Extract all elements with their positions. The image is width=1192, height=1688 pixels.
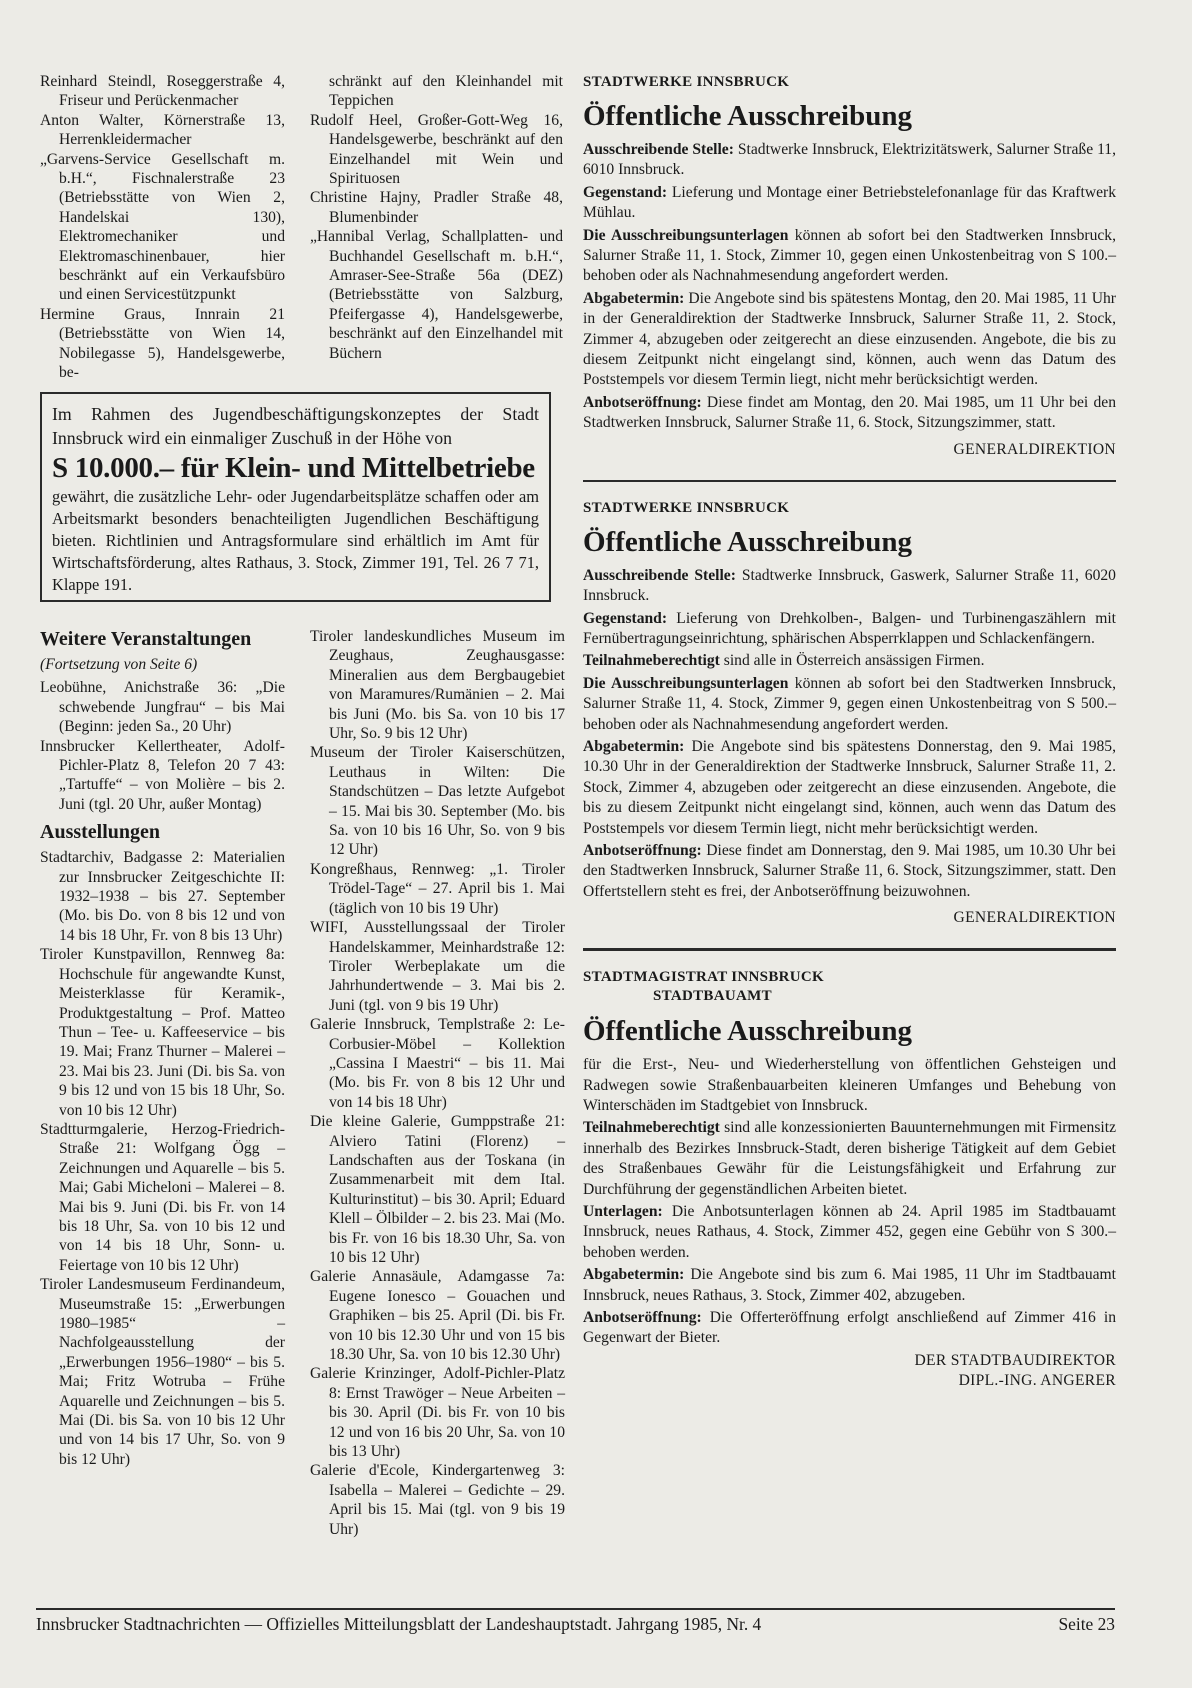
tender-notice-power	[583, 72, 1116, 460]
tender-paragraph	[583, 140, 1116, 181]
tender-paragraph	[583, 226, 1116, 287]
para-text: Stadtwerke Innsbruck, Gaswerk, Salurner Straße 11, 6020 Innsbruck.	[583, 566, 1116, 605]
footer-publication: Innsbrucker Stadtnachrichten — Offizielles Mitteilungsblatt der Landeshauptstadt. Jahrgang 1985, Nr. 4	[36, 1614, 762, 1634]
para-text: Die Anbotsunterlagen können ab 24. April 1985 im Stadtbauamt Innsbruck, neues Rathaus, 4. Stock, Zimmer 452, gegen eine Gebühr von S 300.– behoben werden.	[583, 1203, 1116, 1261]
para-text: Die Angebote sind bis zum 6. Mai 1985, 11 Uhr im Stadtbauamt Innsbruck, neues Rathaus, 3. Stock, Zimmer 402, abzugeben.	[583, 1266, 1116, 1304]
exhibition-item: Stadtarchiv, Badgasse 2: Materialien zur Innsbrucker Zeitgeschichte II: 1932–1938 – bis 27. September (Mo. bis Do. von 8 bis 12 und von 14 bis 18 Uhr, Fr. von 8 bis 13 Uhr)	[40, 849, 285, 944]
exhibitions-column-right	[310, 627, 565, 1539]
exhibition-item: Die kleine Galerie, Gumppstraße 21: Alviero Tatini (Florenz) – Landschaften aus der Toskana (in Zusammenarbeit mit dem Ital. Kulturinstitut) – bis 30. April; Eduard Klell – Ölbilder – 2. bis 23. Mai (Mo. bis Fr. von 16 bis 18.30 Uhr, Sa. von 10 bis 12 Uhr)	[310, 1113, 565, 1266]
exhibition-item: Tiroler Landesmuseum Ferdinandeum, Museumstraße 15: „Erwerbungen 1980–1985“ – Nachfolgeausstellung der „Erwerbungen 1956–1980“ – bis 5. Mai; Fritz Wotruba – Frühe Aquarelle und Zeichnungen – bis 5. Mai (Di. bis Sa. von 10 bis 12 Uhr und von 14 bis 17 Uhr, So. von 9 bis 12 Uhr)	[40, 1276, 285, 1468]
register-entry: Anton Walter, Körnerstraße 13, Herrenkleidermacher	[40, 111, 285, 149]
tender-signoff: GENERALDIREKTION	[953, 909, 1116, 927]
events-continuation-note: (Fortsetzung von Seite 6)	[40, 656, 198, 673]
tender-paragraph	[583, 609, 1116, 650]
para-text: Stadtwerke Innsbruck, Elektrizitätswerk, Salurner Straße 11, 6010 Innsbruck.	[583, 141, 1116, 179]
para-label: Teilnahmeberechtigt	[583, 1119, 720, 1137]
para-text: Diese findet am Donnerstag, den 9. Mai 1985, um 10.30 Uhr bei den Stadtwerken Innsbruck, Salurner Straße 11, 6. Stock, Sitzungszimmer, statt. Den Offertstellern steht es frei, der Anbotseröffnung beizuwohnen.	[583, 841, 1116, 900]
register-entry: „Garvens-Service Gesellschaft m. b.H.“, Fischnalerstraße 23 (Betriebsstätte von Wien 2, Handelskai 130), Elektromechaniker und Elektromaschinenbauer, hier beschränkt auf ein Verkaufsbüro und einen Servicestützpunkt	[40, 150, 285, 304]
tender-notice-building	[583, 967, 1116, 1391]
box-amount-headline: S 10.000.– für Klein- und Mittelbetriebe	[52, 452, 535, 484]
box-body-text: gewährt, die zusätzliche Lehr- oder Jugendarbeitsplätze schaffen oder am Arbeitsmarkt besonders benachteiligten Jugendlichen Beschäftigung bieten. Richtlinien und Antragsformulare sind erhältlich im Amt für Wirtschaftsförderung, altes Rathaus, 3. Stock, Zimmer 191, Tel. 26 7 71, Klappe 191.	[52, 487, 539, 594]
tender-issuer-department: STADTBAUAMT	[653, 988, 772, 1005]
para-label: Gegenstand:	[583, 609, 668, 627]
section-divider	[583, 480, 1116, 482]
register-entry: „Hannibal Verlag, Schallplatten- und Buchhandel Gesellschaft m. b.H.“, Amraser-See-Straße 56a (DEZ) (Betriebsstätte von Salzburg, Pfeifergasse 4), Handelsgewerbe, beschränkt auf den Einzelhandel mit Büchern	[310, 228, 563, 362]
events-heading: Weitere Veranstaltungen	[40, 628, 252, 650]
register-entry: schränkt auf den Kleinhandel mit Teppichen	[329, 73, 563, 110]
para-text: Lieferung und Montage einer Betriebstelefonanlage für das Kraftwerk Mühlau.	[583, 183, 1116, 222]
exhibition-item: Kongreßhaus, Rennweg: „1. Tiroler Trödel-Tage“ – 27. April bis 1. Mai (täglich von 10 bis 19 Uhr)	[310, 860, 565, 917]
para-text: sind alle in Österreich ansässigen Firmen.	[719, 652, 985, 670]
tender-paragraph	[583, 1265, 1116, 1306]
exhibition-item: Galerie Annasäule, Adamgasse 7a: Eugene Ionesco – Gouachen und Graphiken – bis 25. April (Di. bis Fr. von 10 bis 12.30 Uhr und von 15 bis 18.30 Uhr, Sa. von 10 bis 12.30 Uhr)	[310, 1268, 565, 1364]
event-item: Innsbrucker Kellertheater, Adolf-Pichler-Platz 8, Telefon 20 7 43: „Tartuffe“ – von Molière – bis 2. Juni (tgl. 20 Uhr, außer Montag)	[40, 737, 285, 813]
para-label: Die Ausschreibungsunterlagen	[583, 674, 789, 692]
para-text: Die Angebote sind bis spätestens Donnerstag, den 9. Mai 1985, 10.30 Uhr in der Generaldirektion der Stadtwerke Innsbruck, Salurner Straße 11, 2. Stock, Zimmer 4, abzugeben oder zeitgerecht an diese einzusenden. Angebote, die bis zu diesem Zeitpunkt nicht eingelangt sind, können, auch wenn das Datum des Poststempels vor diesem Termin liegt, nicht mehr berücksichtigt werden.	[583, 737, 1116, 837]
para-text: Lieferung von Drehkolben-, Balgen- und Turbinengaszählern mit Fernübertragungseinrichtung, sphärischen Absperrklappen und Schlackenfängern.	[583, 609, 1116, 647]
para-text: Die Angebote sind bis spätestens Montag, den 20. Mai 1985, 11 Uhr in der Generaldirektion der Stadtwerke Innsbruck, Salurner Straße 11, 2. Stock, Zimmer 4, abzugeben oder zeitgerecht an diese einzusenden. Angebote, die bis zu diesem Zeitpunkt nicht eingelangt sind, können, auch wenn das Datum des Poststempels vor diesem Termin liegt, nicht mehr berücksichtigt werden.	[583, 289, 1116, 389]
para-label: Ausschreibende Stelle:	[583, 566, 736, 584]
exhibition-item: Tiroler Kunstpavillon, Rennweg 8a: Hochschule für angewandte Kunst, Meisterklasse für Keramik-, Produktgestaltung – Prof. Matteo Thun – Tee- u. Kaffeeservice – bis 19. Mai; Franz Thurner – Malerei – 23. Mai bis 23. Juni (Di. bis Sa. von 9 bis 12 und von 15 bis 18 Uhr, So. von 10 bis 12 Uhr)	[40, 946, 285, 1119]
para-label: Anbotseröffnung:	[583, 1309, 702, 1327]
exhibition-item: Galerie d'Ecole, Kindergartenweg 3: Isabella – Malerei – Gedichte – 29. April bis 15. Mai (tgl. von 9 bis 19 Uhr)	[310, 1462, 565, 1538]
register-entry: Christine Hajny, Pradler Straße 48, Blumenbinder	[310, 189, 563, 226]
section-divider	[583, 948, 1116, 951]
para-label: Unterlagen:	[583, 1203, 663, 1221]
para-label: Anbotseröffnung:	[583, 841, 702, 859]
exhibitions-heading: Ausstellungen	[40, 821, 161, 844]
box-lead-text: Im Rahmen des Jugendbeschäftigungskonzeptes der Stadt Innsbruck wird ein einmaliger Zuschuß in der Höhe von	[52, 404, 539, 448]
tender-signoff-name: DIPL.-ING. ANGERER	[958, 1371, 1116, 1389]
tender-paragraph	[583, 841, 1116, 902]
para-label: Teilnahmeberechtigt	[583, 652, 720, 670]
register-column-middle	[310, 72, 563, 363]
exhibition-item: Tiroler landeskundliches Museum im Zeughaus, Zeughausgasse: Mineralien aus dem Bergbaugebiet von Maramures/Rumänien – 2. Mai bis Juni (Mo. bis Sa. von 10 bis 17 Uhr, So. 9 bis 12 Uhr)	[310, 628, 565, 743]
tender-notice-gas	[583, 498, 1116, 929]
event-item: Leobühne, Anichstraße 36: „Die schwebende Jungfrau“ – bis Mai (Beginn: jeden Sa., 20 Uhr)	[40, 679, 285, 736]
tender-paragraph	[583, 674, 1116, 735]
tender-issuer: STADTMAGISTRAT INNSBRUCK	[583, 969, 824, 986]
para-label: Ausschreibende Stelle:	[583, 141, 734, 158]
para-label: Anbotseröffnung:	[583, 393, 702, 411]
tender-paragraph	[583, 1118, 1116, 1200]
tender-signoff: GENERALDIREKTION	[953, 440, 1116, 458]
page-footer	[36, 1612, 1115, 1636]
register-column-left	[40, 72, 285, 383]
para-label: Gegenstand:	[583, 183, 668, 201]
para-label: Abgabetermin:	[583, 737, 685, 755]
tender-headline: Öffentliche Ausschreibung	[583, 525, 912, 558]
tender-headline: Öffentliche Ausschreibung	[583, 100, 912, 132]
para-label: Abgabetermin:	[583, 289, 685, 307]
para-label: Die Ausschreibungsunterlagen	[583, 226, 789, 244]
tender-paragraph	[583, 1202, 1116, 1263]
para-text: Diese findet am Montag, den 20. Mai 1985, um 11 Uhr bei den Stadtwerken Innsbruck, Salurner Straße 11, 6. Stock, Sitzungszimmer, statt.	[583, 393, 1116, 432]
tender-paragraph	[583, 566, 1116, 607]
para-text: sind alle konzessionierten Bauunternehmungen mit Firmensitz innerhalb des Bezirkes Innsbruck-Stadt, deren bisherige Tätigkeit auf dem Gebiet des Straßenbaues Gewähr für die Leistungsfähigkeit und Erfahrung zur Durchführung der gegenständlichen Arbeiten bietet.	[583, 1119, 1116, 1198]
tender-paragraph	[583, 289, 1116, 391]
register-entry: Reinhard Steindl, Roseggerstraße 4, Friseur und Perückenmacher	[40, 73, 285, 110]
events-column-left	[40, 627, 285, 1469]
exhibition-item: Stadtturmgalerie, Herzog-Friedrich-Straße 21: Wolfgang Ögg – Zeichnungen und Aquarelle – bis 5. Mai; Gabi Micheloni – Malerei – 8. Mai bis 9. Juni (Di. bis Fr. von 14 bis 18 Uhr, Sa. von 10 bis 12 und von 14 bis 18 Uhr, Sonn- u. Feiertage von 10 bis 12 Uhr)	[40, 1120, 285, 1274]
para-text: Die Offerteröffnung erfolgt anschließend auf Zimmer 416 in Gegenwart der Bieter.	[583, 1309, 1116, 1347]
exhibition-item: Galerie Innsbruck, Templstraße 2: Le-Corbusier-Möbel – Kollektion „Cassina I Maestri“ – bis 11. Mai (Mo. bis Fr. von 8 bis 12 Uhr und von 14 bis 18 Uhr)	[310, 1016, 565, 1111]
tender-issuer: STADTWERKE INNSBRUCK	[583, 499, 790, 516]
tender-issuer: STADTWERKE INNSBRUCK	[583, 74, 790, 90]
tender-paragraph	[583, 393, 1116, 434]
tender-paragraph	[583, 651, 1116, 671]
register-entry: Rudolf Heel, Großer-Gott-Weg 16, Handelsgewerbe, beschränkt auf den Einzelhandel mit Wein und Spirituosen	[310, 111, 563, 188]
tender-paragraph	[583, 1308, 1116, 1349]
register-entry: Hermine Graus, Innrain 21 (Betriebsstätte von Wien 14, Nobilegasse 5), Handelsgewerbe, be-	[40, 305, 285, 382]
exhibition-item: Museum der Tiroler Kaiserschützen, Leuthaus in Wilten: Die Standschützen – Das letzte Aufgebot – 15. Mai bis 30. September (Mo. bis Sa. von 10 bis 16 Uhr, So. von 9 bis 12 Uhr)	[310, 744, 565, 859]
tender-headline: Öffentliche Ausschreibung	[583, 1015, 912, 1048]
tender-paragraph: für die Erst-, Neu- und Wiederherstellung von öffentlichen Gehsteigen und Radwegen sowie Straßenbauarbeiten kleineren Umfanges und Behebung von Winterschäden im Stadtgebiet von Innsbruck.	[583, 1056, 1116, 1114]
tender-paragraph	[583, 183, 1116, 224]
tender-paragraph	[583, 737, 1116, 839]
tenders-column	[583, 72, 1116, 1401]
para-text: können ab sofort bei den Stadtwerken Innsbruck, Salurner Straße 11, 4. Stock, Zimmer 9, gegen einen Unkostenbeitrag von S 500.– behoben oder als Nachnahmesendung angefordert werden.	[583, 674, 1116, 733]
subsidy-announcement-box	[40, 392, 551, 602]
footer-rule	[36, 1608, 1115, 1610]
page-number: Seite 23	[1058, 1614, 1115, 1634]
tender-signoff: DER STADTBAUDIREKTOR	[914, 1351, 1116, 1369]
para-text: können ab sofort bei den Stadtwerken Innsbruck, Salurner Straße 11, 1. Stock, Zimmer 10, gegen einen Unkostenbeitrag von S 100.– behoben oder als Nachnahmesendung angefordert werden.	[583, 226, 1116, 285]
exhibition-item: WIFI, Ausstellungssaal der Tiroler Handelskammer, Meinhardstraße 12: Tiroler Werbeplakate um die Jahrhundertwende – 3. Mai bis 2. Juni (tgl. von 9 bis 19 Uhr)	[310, 919, 565, 1014]
exhibition-item: Galerie Krinzinger, Adolf-Pichler-Platz 8: Ernst Trawöger – Neue Arbeiten – bis 30. April (Di. bis Fr. von 10 bis 12 und von 16 bis 20 Uhr, Sa. von 10 bis 13 Uhr)	[310, 1365, 565, 1461]
para-label: Abgabetermin:	[583, 1266, 685, 1284]
